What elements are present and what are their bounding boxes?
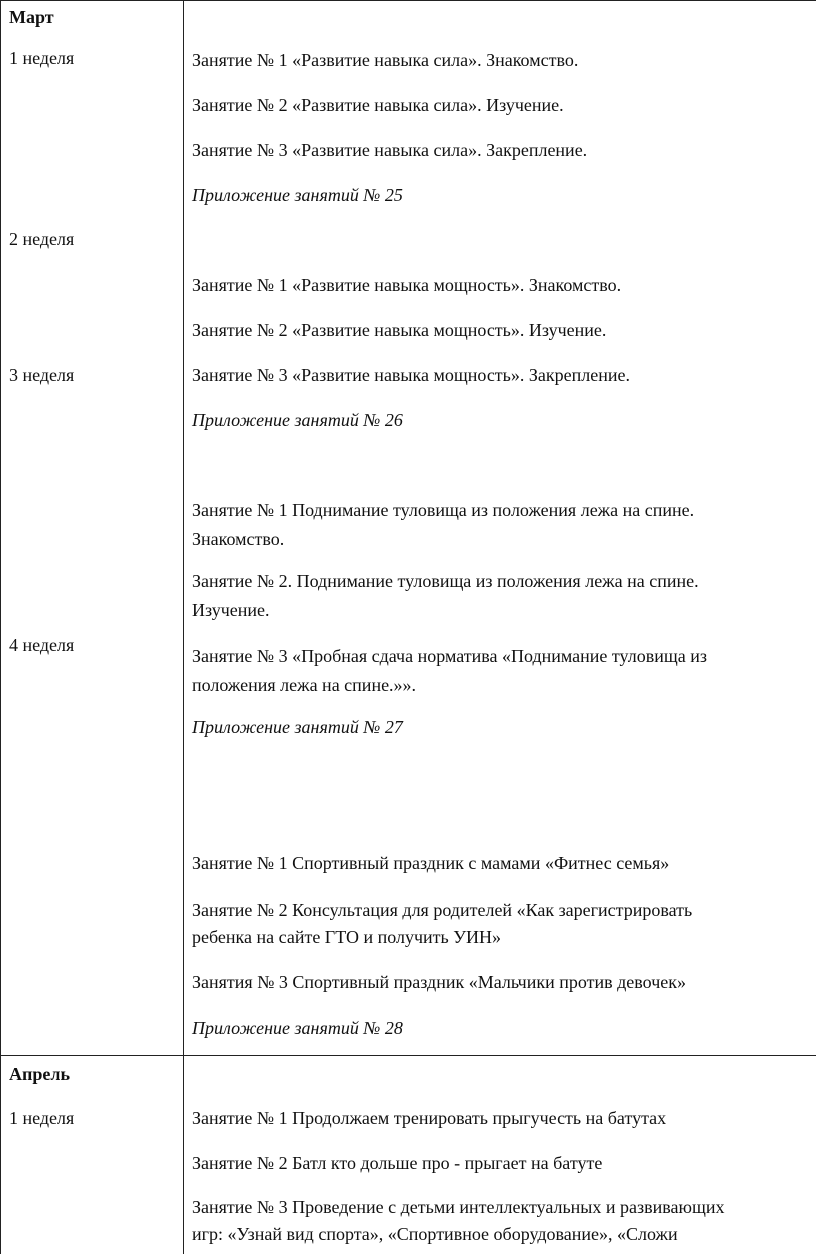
lesson-line: Занятие № 2 Батл кто дольше про - прыгает на батуте bbox=[192, 1153, 603, 1173]
lesson-line: Занятие № 1 Поднимание туловища из положения лежа на спине. bbox=[192, 500, 695, 520]
table-row-divider bbox=[0, 1055, 816, 1056]
lesson-line: Занятия № 3 Спортивный праздник «Мальчики против девочек» bbox=[192, 972, 686, 992]
lesson-line: Знакомство. bbox=[192, 529, 285, 549]
appendix-line: Приложение занятий № 27 bbox=[192, 717, 403, 737]
week-label: 2 неделя bbox=[9, 229, 75, 249]
lesson-line: Занятие № 3 «Пробная сдача норматива «Поднимание туловища из bbox=[192, 646, 707, 666]
lesson-line: Занятие № 2 Консультация для родителей «Как зарегистрировать bbox=[192, 900, 693, 920]
lesson-line: игр: «Узнай вид спорта», «Спортивное оборудование», «Сложи bbox=[192, 1224, 678, 1244]
lesson-line: ребенка на сайте ГТО и получить УИН» bbox=[192, 927, 501, 947]
appendix-line: Приложение занятий № 28 bbox=[192, 1018, 403, 1038]
table-border-left bbox=[0, 0, 1, 1254]
lesson-line: Занятие № 1 Спортивный праздник с мамами «Фитнес семья» bbox=[192, 853, 670, 873]
lesson-line: Занятие № 1 «Развитие навыка сила». Знакомство. bbox=[192, 50, 579, 70]
appendix-line: Приложение занятий № 25 bbox=[192, 185, 403, 205]
month-label-march: Март bbox=[9, 7, 54, 27]
week-label: 4 неделя bbox=[9, 635, 75, 655]
lesson-line: Занятие № 2 «Развитие навыка мощность». Изучение. bbox=[192, 320, 607, 340]
table-column-divider bbox=[183, 0, 184, 1254]
lesson-line: Занятие № 3 Проведение с детьми интеллектуальных и развивающих bbox=[192, 1197, 725, 1217]
lesson-line: Изучение. bbox=[192, 600, 270, 620]
week-label: 1 неделя bbox=[9, 48, 75, 68]
lesson-line: Занятие № 2. Поднимание туловища из положения лежа на спине. bbox=[192, 571, 699, 591]
week-label: 1 неделя bbox=[9, 1108, 75, 1128]
lesson-line: Занятие № 3 «Развитие навыка сила». Закрепление. bbox=[192, 140, 588, 160]
lesson-line: Занятие № 2 «Развитие навыка сила». Изучение. bbox=[192, 95, 564, 115]
lesson-line: положения лежа на спине.»». bbox=[192, 675, 417, 695]
lesson-line: Занятие № 1 Продолжаем тренировать прыгучесть на батутах bbox=[192, 1108, 667, 1128]
week-label: 3 неделя bbox=[9, 365, 75, 385]
lesson-line: Занятие № 3 «Развитие навыка мощность». Закрепление. bbox=[192, 365, 630, 385]
appendix-line: Приложение занятий № 26 bbox=[192, 410, 403, 430]
lesson-line: Занятие № 1 «Развитие навыка мощность». Знакомство. bbox=[192, 275, 622, 295]
table-border-top bbox=[0, 0, 816, 1]
month-label-april: Апрель bbox=[9, 1064, 70, 1084]
